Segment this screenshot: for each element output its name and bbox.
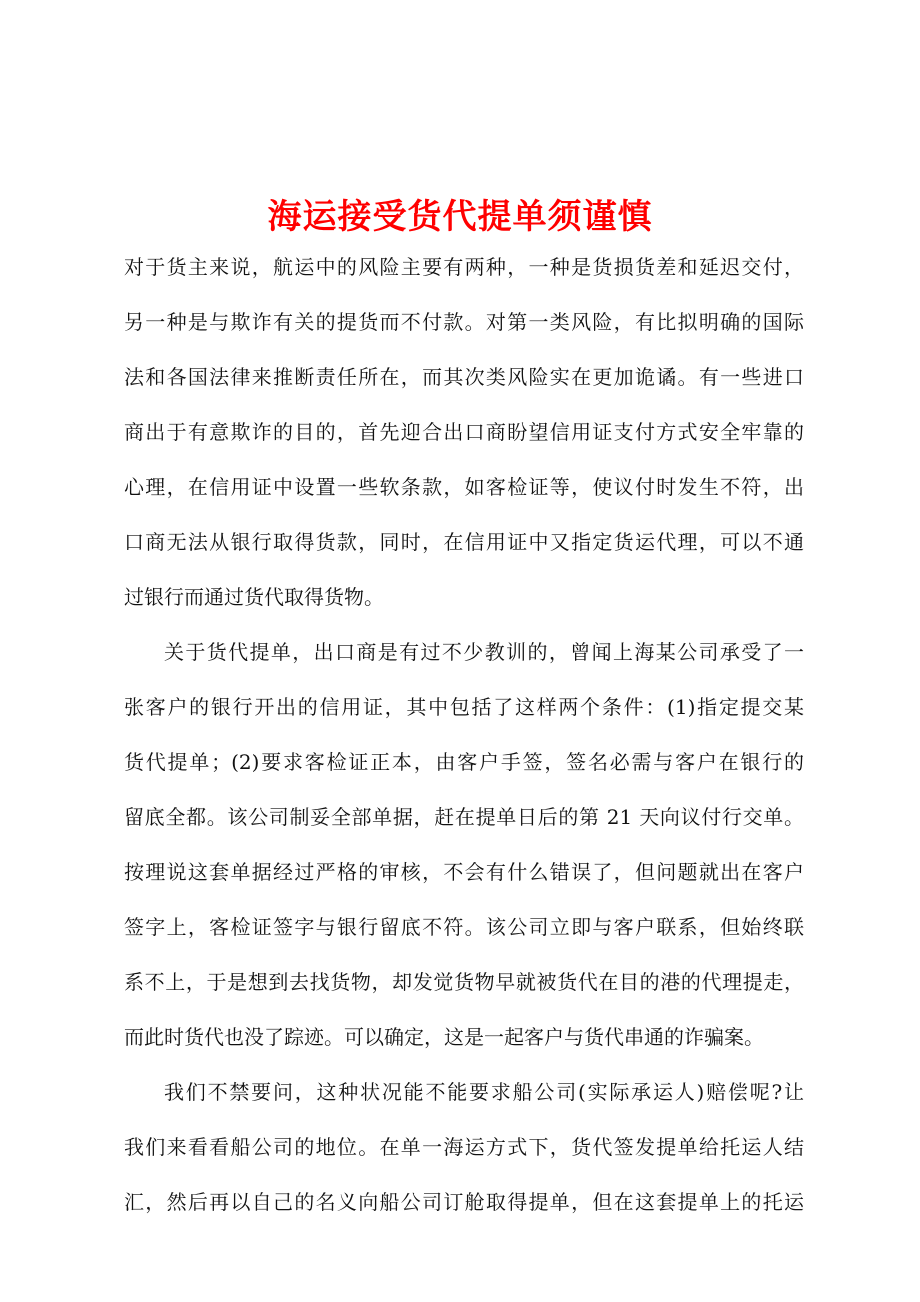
paragraph-1-line-4: 商出于有意欺诈的目的，首先迎合出口商盼望信用证支付方式安全牢靠的 <box>124 420 804 444</box>
paragraph-2-line-2: 张客户的银行开出的信用证，其中包括了这样两个条件：(1)指定提交某 <box>124 695 804 719</box>
paragraph-2-line-6: 签字上，客检证签字与银行留底不符。该公司立即与客户联系，但始终联 <box>124 915 804 939</box>
document-title: 海运接受货代提单须谨慎 <box>267 197 653 237</box>
paragraph-2-line-3: 货代提单；(2)要求客检证正本，由客户手签，签名必需与客户在银行的 <box>124 750 804 774</box>
paragraph-1-line-7: 过银行而通过货代取得货物。 <box>124 585 384 609</box>
paragraph-1-line-1: 对于货主来说，航运中的风险主要有两种，一种是货损货差和延迟交付， <box>124 255 804 279</box>
paragraph-2-line-1: 关于货代提单，出口商是有过不少教训的，曾闻上海某公司承受了一 <box>164 640 804 664</box>
paragraph-2-line-8: 而此时货代也没了踪迹。可以确定，这是一起客户与货代串通的诈骗案。 <box>124 1025 764 1049</box>
paragraph-1-line-6: 口商无法从银行取得货款，同时，在信用证中又指定货运代理，可以不通 <box>124 530 804 554</box>
paragraph-1-line-2: 另一种是与欺诈有关的提货而不付款。对第一类风险，有比拟明确的国际 <box>124 310 804 334</box>
paragraph-3-line-3: 汇，然后再以自己的名义向船公司订舱取得提单，但在这套提单上的托运 <box>124 1190 804 1214</box>
paragraph-1-line-3: 法和各国法律来推断责任所在，而其次类风险实在更加诡谲。有一些进口 <box>124 365 804 389</box>
paragraph-1-line-5: 心理，在信用证中设置一些软条款，如客检证等，使议付时发生不符，出 <box>124 475 804 499</box>
paragraph-3-line-1: 我们不禁要问，这种状况能不能要求船公司(实际承运人)赔偿呢?让 <box>164 1080 804 1104</box>
paragraph-2-line-4: 留底全都。该公司制妥全部单据，赶在提单日后的第 21 天向议付行交单。 <box>124 805 804 829</box>
paragraph-3-line-2: 我们来看看船公司的地位。在单一海运方式下，货代签发提单给托运人结 <box>124 1135 804 1159</box>
paragraph-2-line-5: 按理说这套单据经过严格的审核，不会有什么错误了，但问题就出在客户 <box>124 860 804 884</box>
paragraph-2-line-7: 系不上，于是想到去找货物，却发觉货物早就被货代在目的港的代理提走， <box>124 970 804 994</box>
